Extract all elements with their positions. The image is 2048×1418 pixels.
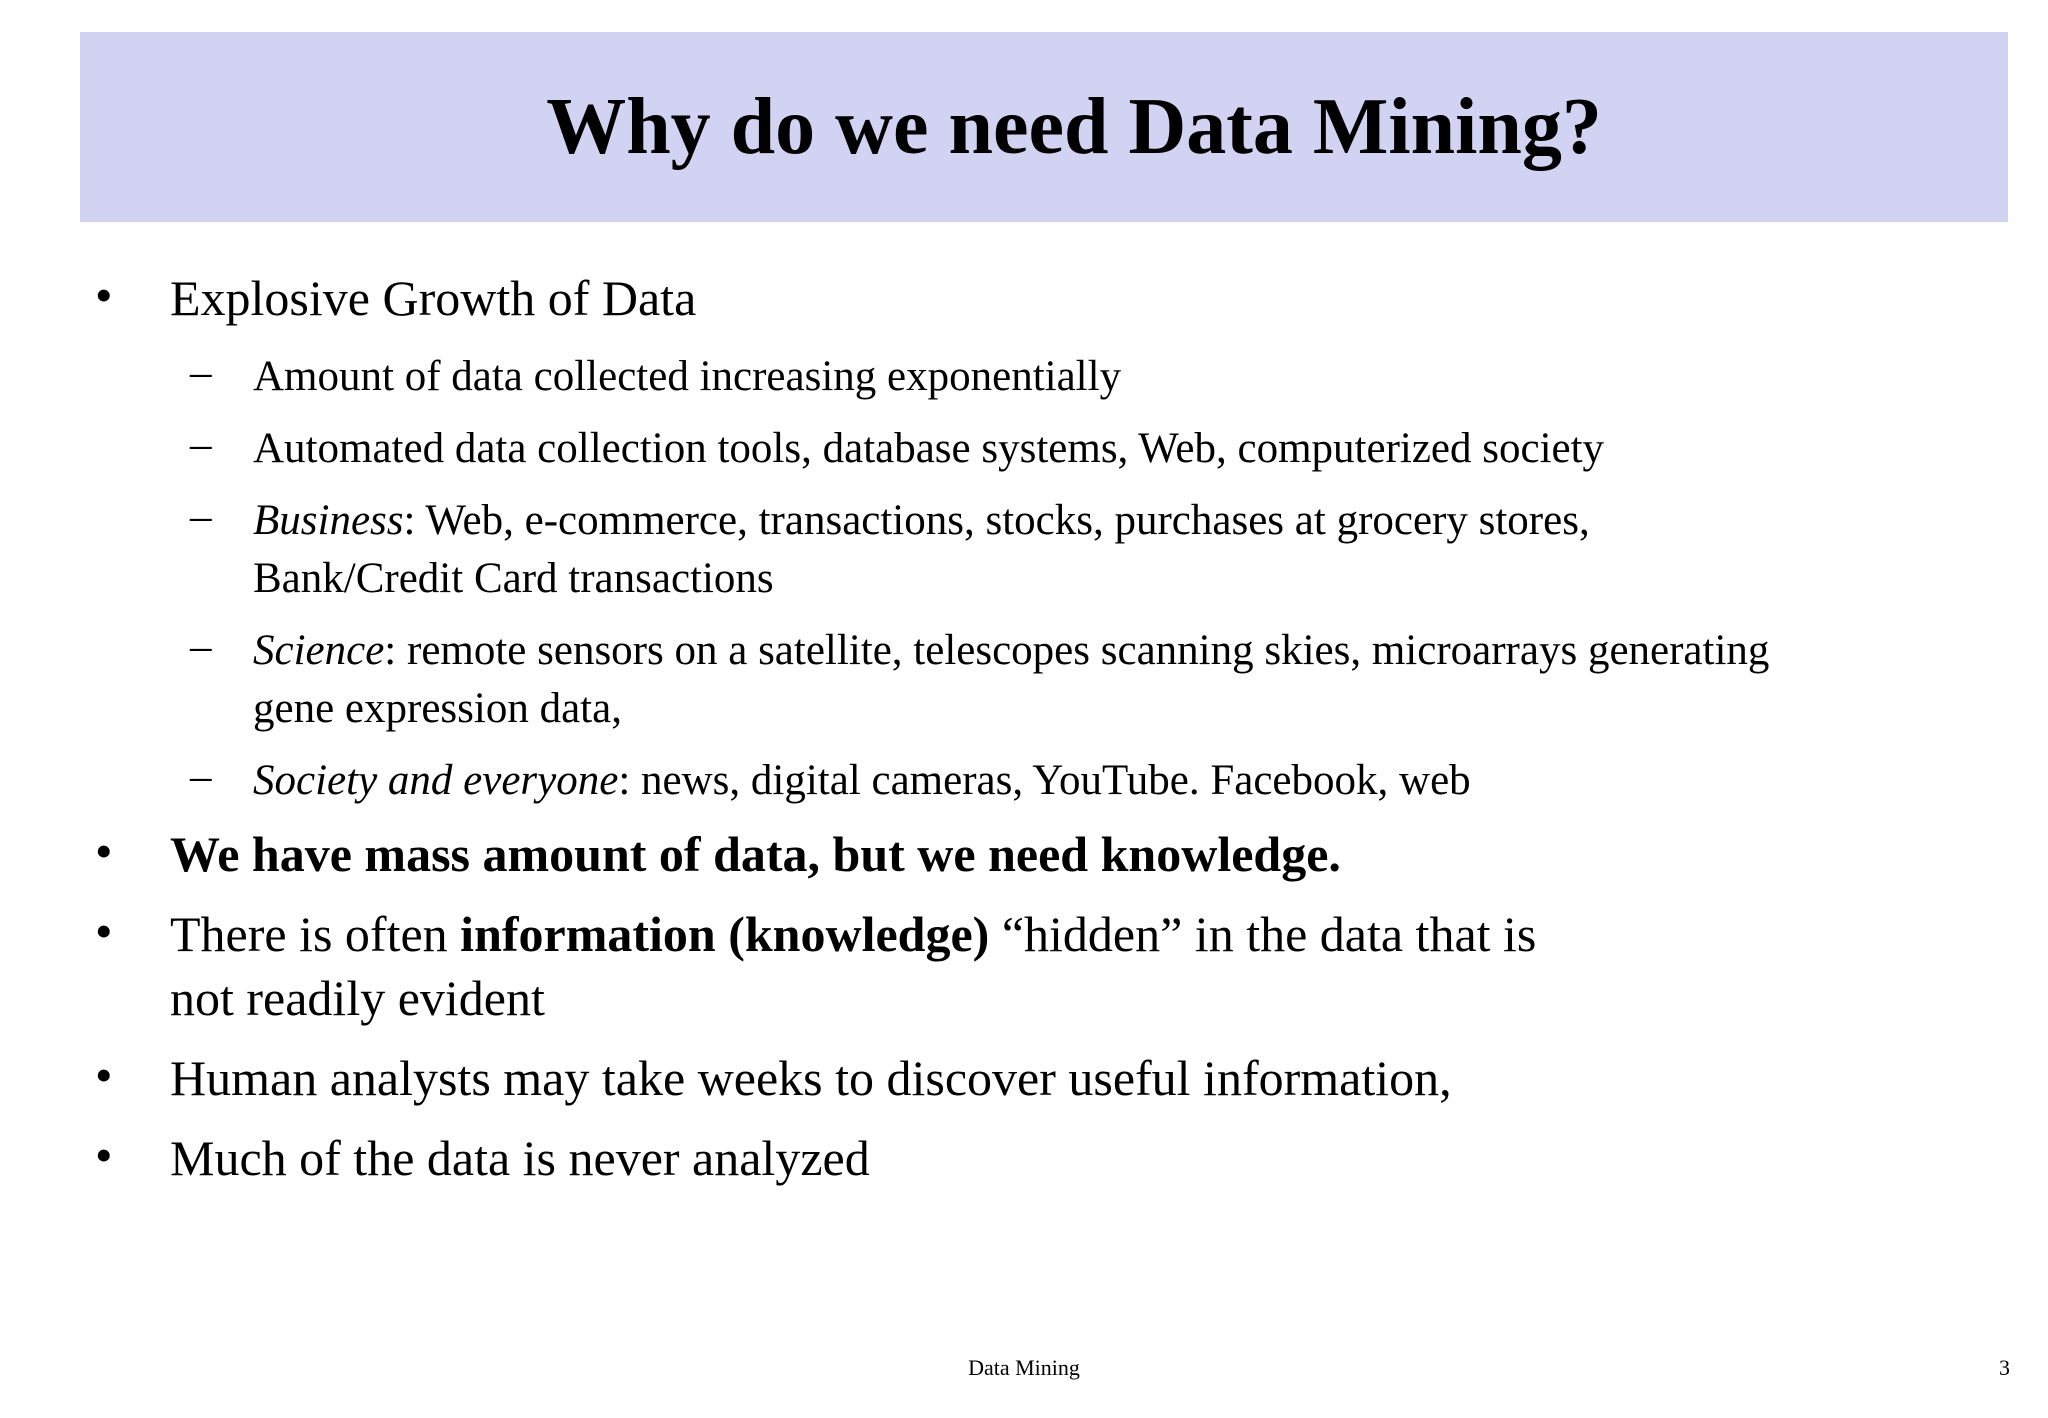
bullet-text: There is often <box>170 906 461 962</box>
bullet-bold-text: information (knowledge) <box>460 906 990 962</box>
sub-item-text: : Web, e-commerce, transactions, stocks, purchases at grocery stores, <box>403 497 1590 544</box>
bullet-line-1 <box>170 902 1536 966</box>
bullet-marker: • <box>95 823 113 879</box>
bullet-marker: • <box>95 903 113 959</box>
sub-item-line-1 <box>253 622 1769 680</box>
bullet-text: Explosive Growth of Data <box>170 270 697 326</box>
bullet-text: Much of the data is never analyzed <box>170 1130 870 1186</box>
sub-item-line-1 <box>253 492 1590 550</box>
slide-title: Why do we need Data Mining? <box>546 83 1602 171</box>
sub-item-line-2: Bank/Credit Card transactions <box>253 555 774 602</box>
term-business: Business <box>253 497 404 544</box>
sub-item-line-1 <box>253 752 1471 810</box>
bullet-text: “hidden” in the data that is <box>989 906 1537 962</box>
term-society: Society and everyone <box>253 757 619 804</box>
dash-marker: – <box>190 753 212 800</box>
sub-item-text: : news, digital cameras, YouTube. Facebook, web <box>618 757 1471 804</box>
bullet-text: Human analysts may take weeks to discover useful information, <box>170 1050 1452 1106</box>
bullet-line-2: not readily evident <box>170 970 545 1026</box>
title-banner <box>80 32 2008 222</box>
sub-item-text: Amount of data collected increasing exponentially <box>253 353 1122 400</box>
term-science: Science <box>253 627 385 674</box>
page-number: 3 <box>1999 1355 2010 1380</box>
bullet-marker: • <box>95 267 113 323</box>
dash-marker: – <box>190 349 212 396</box>
sub-item-text: : remote sensors on a satellite, telescopes scanning skies, microarrays generating <box>384 627 1770 674</box>
bullet-text: We have mass amount of data, but we need knowledge. <box>170 826 1341 882</box>
sub-item-text: Automated data collection tools, database systems, Web, computerized society <box>253 425 1605 472</box>
sub-item-line-2: gene expression data, <box>253 685 622 732</box>
dash-marker: – <box>190 421 212 468</box>
dash-marker: – <box>190 493 212 540</box>
bullet-marker: • <box>95 1047 113 1103</box>
bullet-marker: • <box>95 1127 113 1183</box>
dash-marker: – <box>190 623 212 670</box>
footer-title: Data Mining <box>968 1355 1080 1380</box>
